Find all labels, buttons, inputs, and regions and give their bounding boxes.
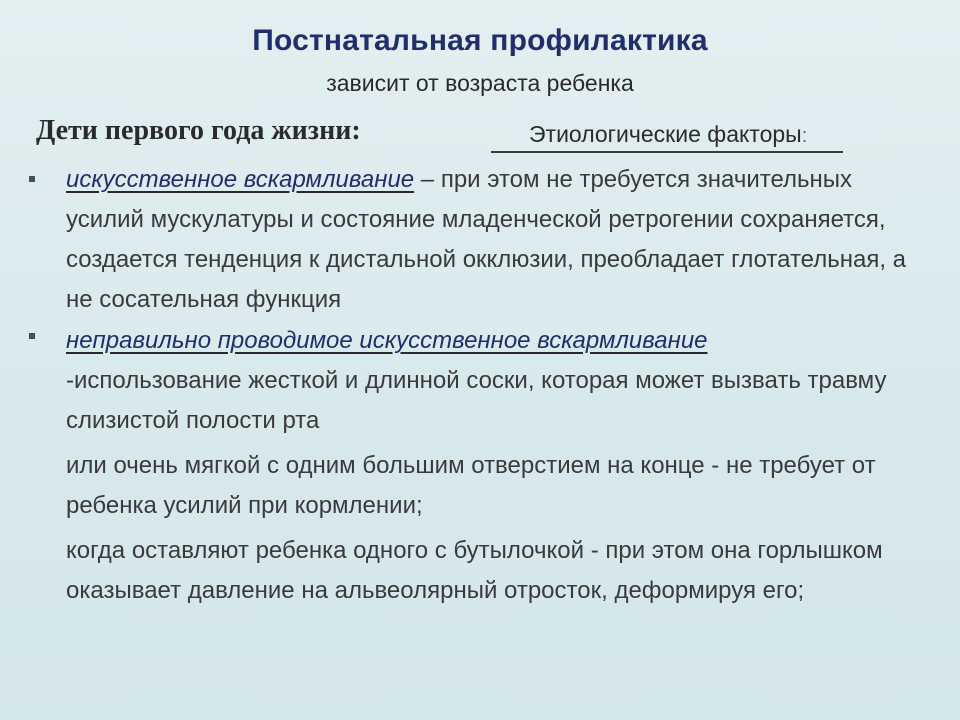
heading-underline xyxy=(491,151,843,153)
continuation-paragraph-2: когда оставляют ребенка одного с бутылочкой - при этом она горлышком оказывает давление на альвеолярный отросток, деформируя его; xyxy=(66,537,883,604)
heading-main: Дети первого года жизни: xyxy=(36,115,361,146)
item-2-term: неправильно проводимое искусственное вскармливание xyxy=(66,327,708,354)
list-item-2 xyxy=(66,321,926,441)
item-2-text: -использование жесткой и длинной соски, которая может вызвать травму слизистой полости рта xyxy=(66,367,887,434)
section-heading xyxy=(36,115,936,155)
heading-colon: : xyxy=(801,125,808,147)
continuation-paragraph-1: или очень мягкой с одним большим отверстием на конце - не требует от ребенка усилий при кормлении; xyxy=(66,452,876,519)
heading-factors-label: Этиологические факторы xyxy=(529,121,802,147)
bullet-marker-1 xyxy=(29,176,35,182)
bullet-marker-2 xyxy=(29,333,35,339)
slide-subtitle: зависит от возраста ребенка xyxy=(326,70,634,96)
heading-factors xyxy=(529,121,807,148)
item-1-term: искусственное вскармливание xyxy=(66,166,415,193)
slide-title: Постнатальная профилактика xyxy=(252,24,708,57)
item-1-text: – при этом не требуется значительных усилий мускулатуры и состояние младенческой ретрогении сохраняется, создается тенденция к дистальной окклюзии, преобладает глотательная, а не сосательная функция xyxy=(66,166,907,313)
list-item-1 xyxy=(66,160,926,320)
